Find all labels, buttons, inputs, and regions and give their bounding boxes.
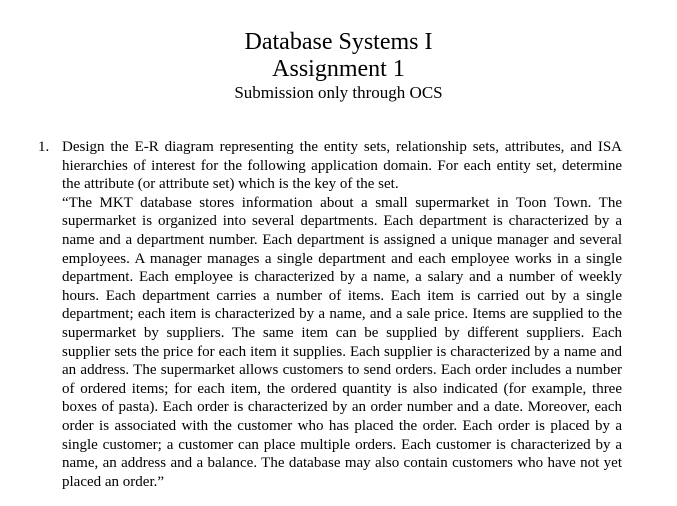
question-number: 1. [38, 139, 50, 155]
course-title: Database Systems I [244, 29, 433, 55]
question-instructions: Design the E-R diagram representing the entity sets, relationship sets, attributes, and ISA hierarchies of interest for the following application domain. For each entity set, determine the attribute (or attribute set) which is the key of the set. [62, 139, 622, 193]
assignment-title: Assignment 1 [272, 56, 405, 82]
submission-note: Submission only through OCS [234, 83, 443, 102]
question-scenario: “The MKT database stores information about a small supermarket in Toon Town. The supermarket is organized into several departments. Each department is characterized by a name and a department number. Each department is assigned a unique manager and several employees. A manager manages a single department and each employee works in a single department. Each employee is characterized by a name, a salary and a number of weekly hours. Each department carries a number of items. Each item is carried out by a single department; each item is characterized by a name, and a sale price. Items are supplied to the supermarket by suppliers. The same item can be supplied by different suppliers. Each supplier sets the price for each item it supplies. Each supplier is characterized by a name and an address. The supermarket allows customers to send orders. Each order includes a number of ordered items; for each item, the ordered quantity is also indicated (for example, three boxes of pasta). Each order is characterized by an order number and a date. Moreover, each order is associated with the customer who has placed the order. Each order is placed by a single customer; a customer can place multiple orders. Each customer is characterized by a name, an address and a balance. The database may also contain customers who have not yet placed an order.” [62, 194, 622, 490]
question-body [62, 138, 622, 491]
